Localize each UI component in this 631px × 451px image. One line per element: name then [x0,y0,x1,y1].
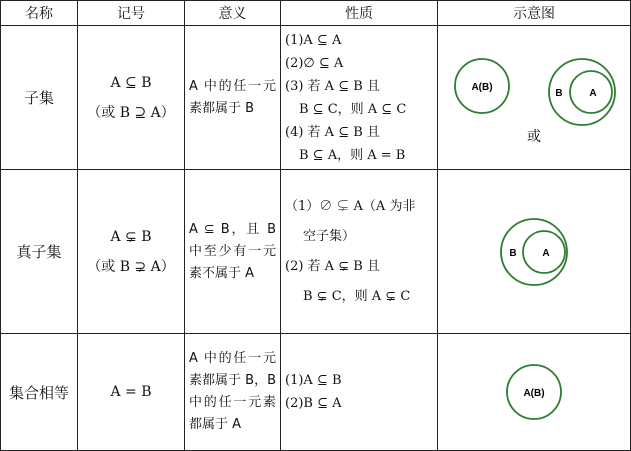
subset-notation-main: A ⊆ B [110,74,152,91]
subset-venn [442,30,627,165]
set-equal-diagram [438,334,631,451]
subset-prop-1: (1)A ⊆ A [285,32,342,48]
proper-subset-properties [281,170,438,334]
set-equal-venn [442,342,627,442]
header-name: 名称 [1,1,78,26]
header-meaning: 意义 [185,1,281,26]
proper-subset-notation-alt: （或 B ⊋ A） [87,258,175,275]
set-equal-properties [281,334,438,451]
equal-prop-1: (1)A ⊆ B [285,373,342,388]
subset-venn-inner-label: A [589,88,597,99]
proper-venn-inner-label: A [542,247,550,259]
header-diagram: 示意图 [438,1,631,26]
row-subset [1,26,631,170]
subset-prop-3: (3) 若 A ⊆ B 且 [285,78,380,94]
set-equal-notation-main: A = B [110,384,152,400]
header-notation: 记号 [78,1,185,26]
proper-subset-notation-main: A ⊊ B [110,228,152,245]
subset-name: 子集 [1,26,78,170]
subset-prop-4: (4) 若 A ⊆ B 且 [285,124,380,140]
subset-properties [281,26,438,170]
subset-venn-equal-label: A(B) [471,82,493,93]
subset-venn-or: 或 [527,129,541,145]
subset-notation-alt: （或 B ⊇ A） [87,104,175,121]
subset-diagram [438,26,631,170]
proper-subset-meaning: A ⊆ B，且 B 中至少有一元素不属于 A [185,170,281,334]
proper-prop-1b: 空子集） [303,228,356,244]
set-equal-notation [78,334,185,451]
subset-prop-3b: B ⊆ C，则 A ⊆ C [299,101,407,117]
subset-notation [78,26,185,170]
subset-venn-outer-label: B [555,88,563,99]
row-proper-subset [1,170,631,334]
proper-subset-venn [442,192,627,312]
subset-meaning: A 中的任一元素都属于 B [185,26,281,170]
equal-venn-label: A(B) [523,388,545,399]
proper-prop-1: （1）∅ ⊊ A（A 为非 [285,198,416,214]
set-equal-meaning: A 中的任一元素都属于 B，B 中的任一元素都属于 A [185,334,281,451]
proper-prop-2b: B ⊊ C，则 A ⊊ C [303,288,411,304]
proper-subset-name: 真子集 [1,170,78,334]
row-set-equal [1,334,631,451]
subset-prop-4b: B ⊆ A，则 A = B [299,147,406,163]
proper-prop-2: (2) 若 A ⊊ B 且 [285,258,380,274]
proper-subset-notation [78,170,185,334]
header-row [1,1,631,26]
proper-venn-outer-label: B [509,247,517,259]
header-properties: 性质 [281,1,438,26]
equal-prop-2: (2)B ⊆ A [285,396,342,411]
set-equal-name: 集合相等 [1,334,78,451]
subset-prop-2: (2)∅ ⊆ A [285,55,344,71]
proper-subset-diagram [438,170,631,334]
